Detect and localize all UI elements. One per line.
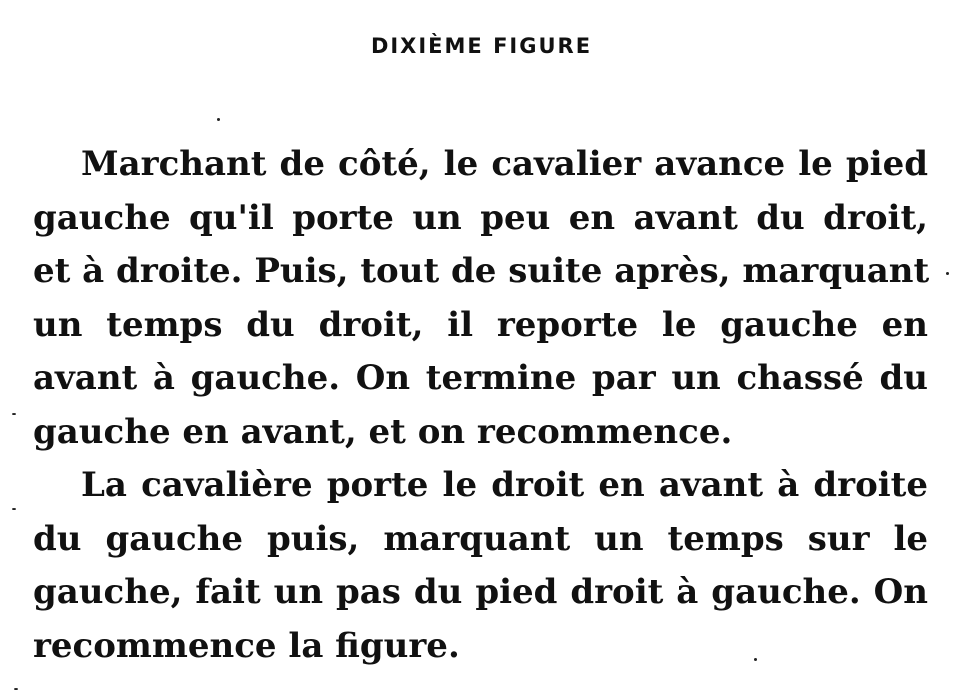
paragraph-1 — [33, 138, 928, 459]
body-text — [33, 138, 928, 673]
text-line: Marchant de côté, le cavalier avance le pied — [81, 144, 928, 184]
text-line: un temps du droit, il reporte le gauche en — [33, 304, 928, 345]
text-line: et à droite. Puis, tout de suite après, marquant — [33, 251, 930, 291]
text-line: recommence la figure. — [33, 625, 460, 666]
text-line: La cavalière porte le droit en avant à droite — [81, 465, 928, 505]
scan-speck — [14, 688, 18, 690]
scan-speck — [754, 658, 757, 661]
text-line: gauche en avant, et on recommence. — [33, 411, 733, 452]
scan-speck — [12, 413, 16, 415]
text-line: du gauche puis, marquant un temps sur le — [33, 518, 928, 559]
text-line: gauche, fait un pas du pied droit à gauche. On — [33, 572, 928, 612]
scan-speck — [12, 508, 16, 510]
text-line: avant à gauche. On termine par un chassé du — [33, 358, 928, 398]
paragraph-2 — [33, 459, 928, 673]
text-line: gauche qu'il porte un peu en avant du droit, — [33, 197, 928, 238]
figure-heading: DIXIÈME FIGURE — [370, 34, 593, 58]
scan-speck — [946, 272, 949, 275]
scan-speck — [217, 118, 220, 121]
